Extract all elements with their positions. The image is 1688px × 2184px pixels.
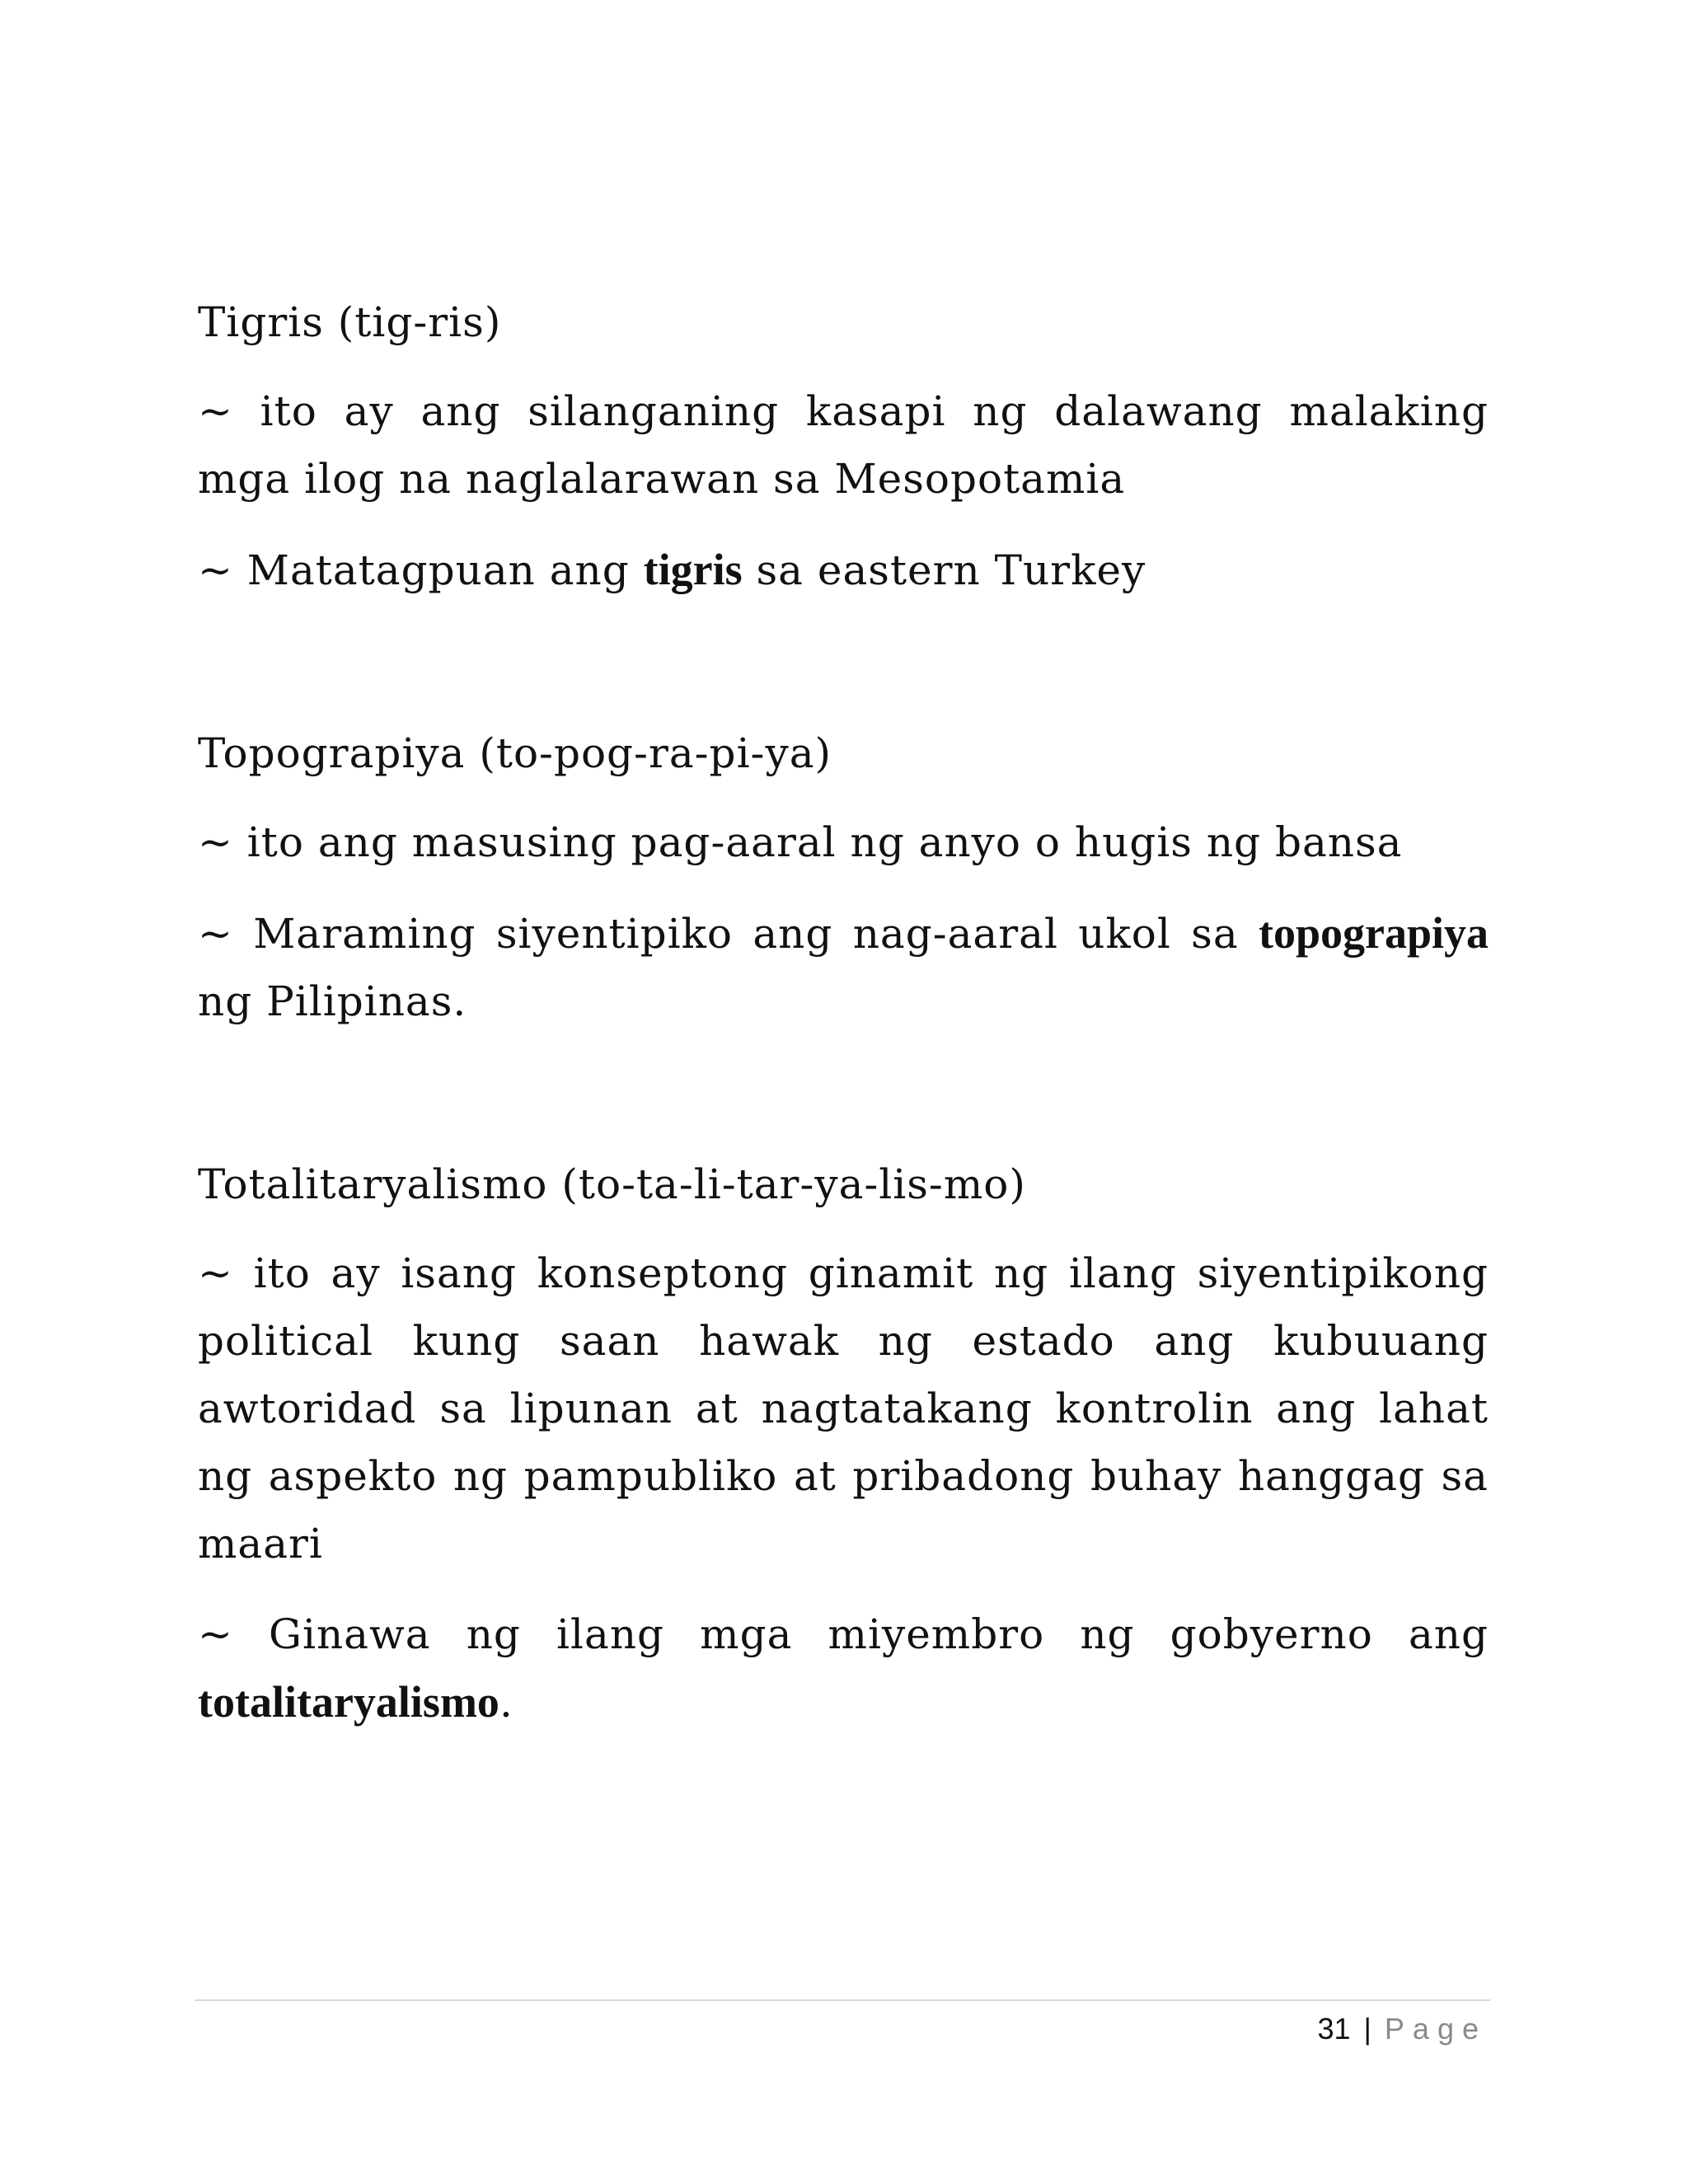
footer-separator: | bbox=[1363, 2012, 1372, 2046]
entry-term: Totalitaryalismo (to-ta-li-tar-ya-lis-mo) bbox=[198, 1160, 1026, 1208]
page-footer bbox=[1317, 2009, 1487, 2049]
example-text-end: ng Pilipinas. bbox=[198, 977, 467, 1025]
entry-example bbox=[198, 899, 1489, 1035]
example-text: ~ Matatagpuan ang bbox=[198, 546, 644, 594]
glossary-entry-totalitaryalismo bbox=[198, 1151, 1489, 1736]
entry-definition: ~ ito ay isang konseptong ginamit ng ilang siyentipikong political kung saan hawak ng estado ang kubuuang awtoridad sa lipunan at nagtatakang kontrolin ang lahat ng aspekto ng pampubliko at pribadong buhay hanggag sa maari bbox=[198, 1249, 1489, 1568]
example-text-end: sa eastern Turkey bbox=[742, 546, 1146, 594]
example-keyword: totalitaryalismo bbox=[198, 1677, 499, 1727]
example-keyword: tigris bbox=[643, 545, 743, 594]
example-text-end: . bbox=[499, 1679, 513, 1727]
footer-divider bbox=[195, 1999, 1490, 2001]
glossary-entry-topograpiya bbox=[198, 719, 1489, 1035]
page-body bbox=[198, 288, 1489, 1736]
example-text: ~ Ginawa ng ilang mga miyembro ng gobyerno ang bbox=[198, 1610, 1489, 1658]
entry-example bbox=[198, 1601, 1489, 1736]
entry-term: Tigris (tig-ris) bbox=[198, 298, 502, 346]
example-keyword: topograpiya bbox=[1258, 908, 1489, 958]
glossary-entry-tigris bbox=[198, 288, 1489, 604]
page-number: 31 bbox=[1317, 2012, 1351, 2046]
entry-definition: ~ ito ang masusing pag-aaral ng anyo o hugis ng bansa bbox=[198, 818, 1403, 866]
page-label: Page bbox=[1384, 2012, 1487, 2046]
entry-term: Topograpiya (to-pog-ra-pi-ya) bbox=[198, 729, 832, 777]
entry-example bbox=[198, 536, 1489, 604]
entry-definition: ~ ito ay ang silanganing kasapi ng dalawang malaking mga ilog na naglalarawan sa Mesopotamia bbox=[198, 387, 1489, 503]
example-text: ~ Maraming siyentipiko ang nag-aaral ukol sa bbox=[198, 910, 1259, 958]
